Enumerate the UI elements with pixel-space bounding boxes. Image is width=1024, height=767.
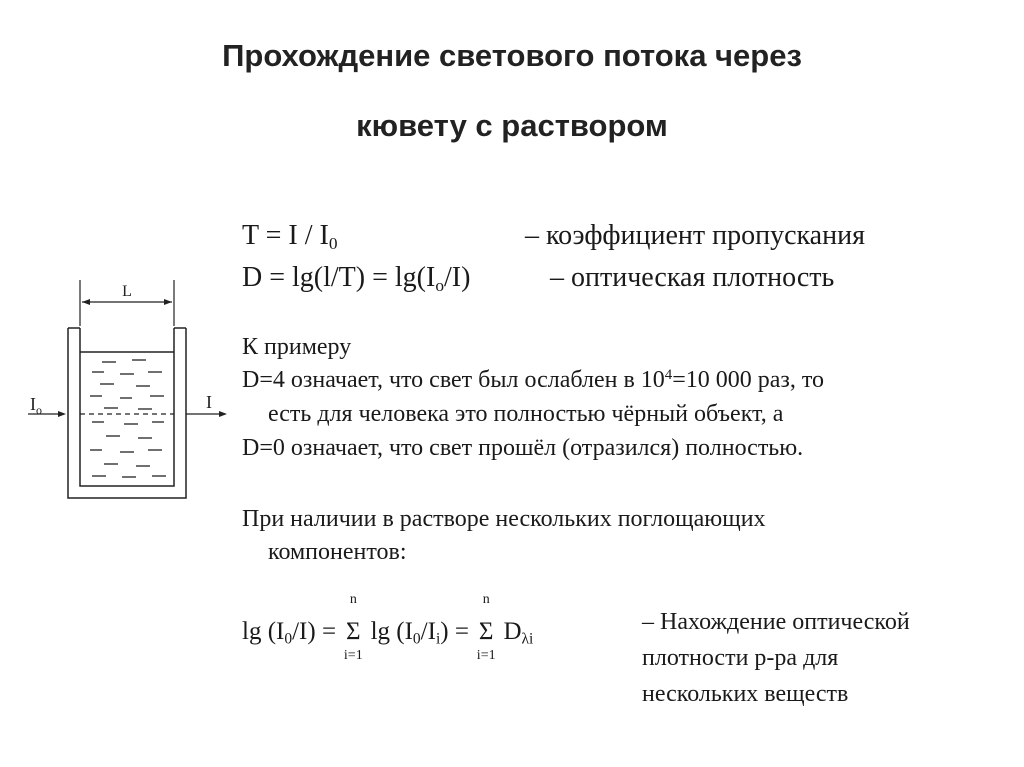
multi-component-line-2: компонентов: [268, 539, 407, 565]
transmittance-description: – коэффициент пропускания [525, 220, 865, 251]
cuvette-diagram [20, 270, 250, 505]
multi-component-line-1: При наличии в растворе нескольких поглощающих [242, 506, 766, 532]
page-title-line-2: кювету с раствором [356, 108, 668, 143]
incident-intensity-label: $I_o$ [30, 394, 42, 417]
example-line-3: D=0 означает, что свет прошёл (отразился) полностью. [242, 435, 804, 461]
example-line-2: есть для человека это полностью чёрный объект, а [268, 401, 784, 427]
length-label: L [122, 283, 132, 300]
sum-symbol-2: Σ n i=1 [476, 592, 496, 663]
optical-density-formula: $D = \lg(l/T) = \lg(I_o/I)$ [242, 262, 471, 296]
example-line-1: D=4 означает, что свет был ослаблен в $10^4=10$ 000 раз, то [242, 366, 825, 393]
additivity-description-line-1: – Нахождение оптической [642, 609, 910, 635]
example-heading: К примеру [242, 334, 352, 360]
transmittance-formula: $T = I / I_0$ [242, 220, 338, 254]
transmitted-intensity-label: I [206, 392, 212, 412]
page-title-line-1: Прохождение светового потока через [222, 38, 802, 73]
sum-symbol-1: Σ n i=1 [343, 592, 363, 663]
additivity-description-line-3: нескольких веществ [642, 681, 849, 707]
additivity-description-line-2: плотности р-ра для [642, 645, 839, 671]
additivity-formula: $\lg (I_0/I) = \Sigma$ n i=1 $\lg (I_0/I_i) = \Sigma$ n i=1 $D_{\lambda i}$ [242, 592, 534, 663]
optical-density-description: – оптическая плотность [550, 262, 835, 293]
